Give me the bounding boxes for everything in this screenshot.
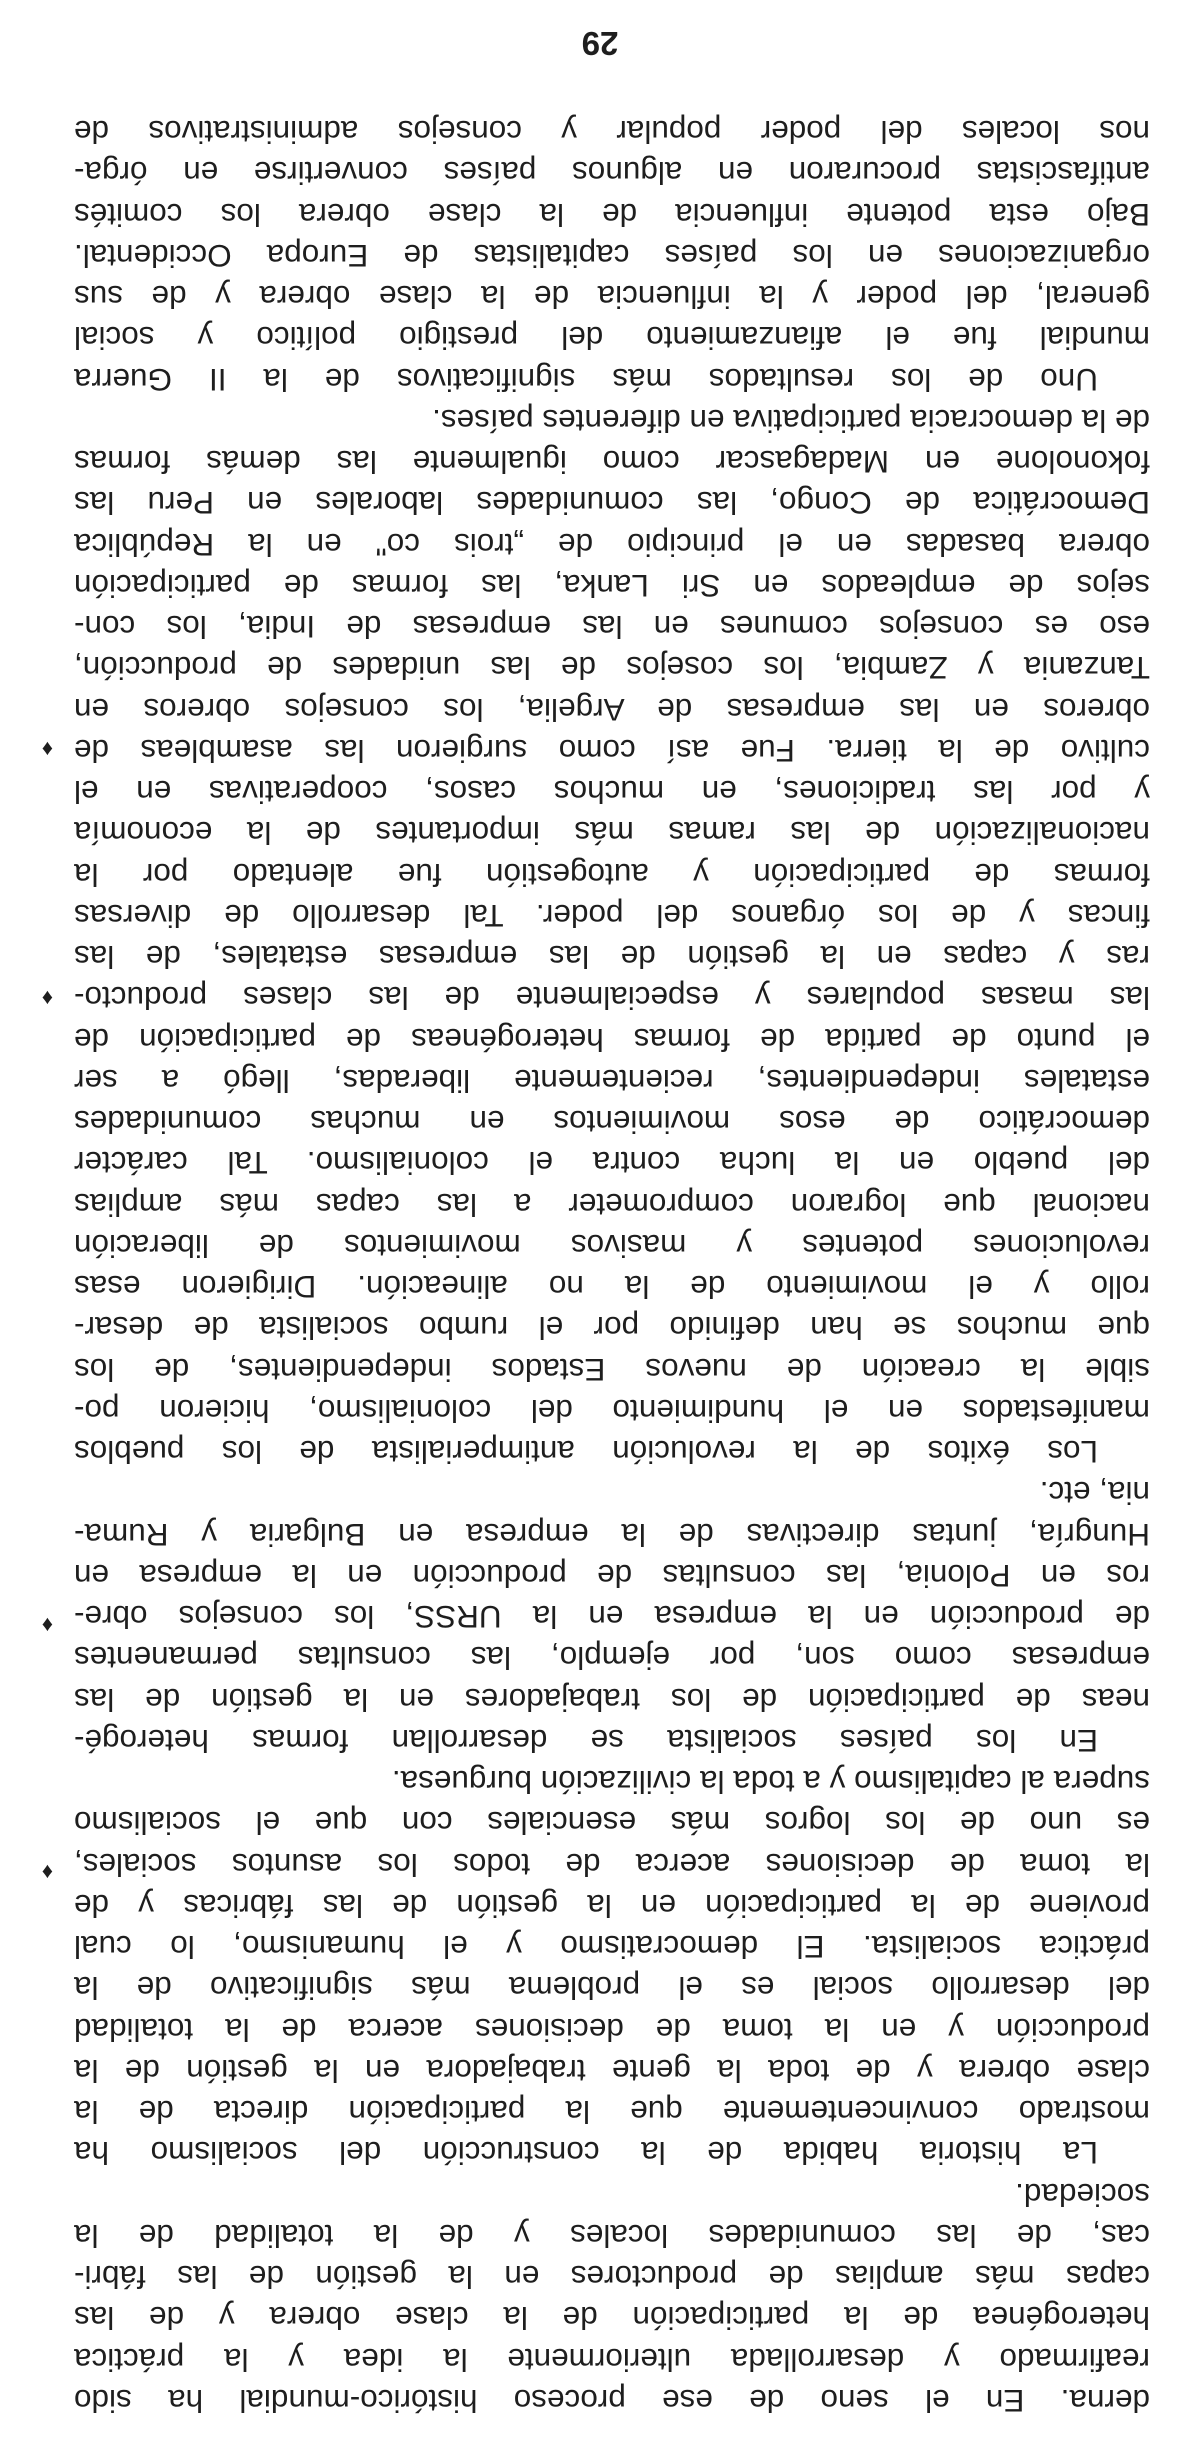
text-line: La historia habida de la construcción del socialismo ha xyxy=(74,2135,1098,2172)
text-line: Democrática de Congo, las comunidades laborales en Peru las xyxy=(74,485,1150,522)
text-line: neas de participación de los trabajadores en la gestión de las xyxy=(74,1681,1150,1718)
text-line: antifascistas procuraron en algunos países convertirse en órga- xyxy=(74,155,1150,192)
text-line: reafirmado y desarrollada ulteriormente la idea y la práctica xyxy=(74,2341,1150,2378)
text-line: eso es consejos comunes en las empresas de India, los con- xyxy=(74,609,1150,646)
text-line: derna. En el seno de ese proceso histórico-mundial ha sido xyxy=(74,2383,1150,2419)
page-number: 29 xyxy=(581,25,619,62)
margin-mark: ♦ xyxy=(41,1613,53,1638)
text-line: el punto de partida de formas heterogéneas de participación de xyxy=(74,1021,1150,1058)
text-line: de la democracia participativa en diferentes países. xyxy=(432,403,1150,439)
text-line: empresas como son, por ejemplo, las consultas permanentes xyxy=(74,1640,1150,1677)
text-line: heterogénea de la participación de la clase obrera y de las xyxy=(74,2300,1150,2337)
text-line: las masas populares y especialmente de las clases producto- xyxy=(74,980,1150,1017)
text-line: ras y capas en la gestión de las empresas estatales, de las xyxy=(74,939,1150,976)
text-line: sociedad. xyxy=(1015,2176,1150,2213)
text-line: capas más amplias de productores en la gestión de las fábri- xyxy=(74,2259,1150,2296)
text-line: Uno de los resultados más significativos de la II Guerra xyxy=(74,361,1098,398)
text-line: general, del poder y la influencia de la clase obrera y de sus xyxy=(74,279,1150,316)
text-line: clase obrera y de toda la gente trabajadora en la gestión de la xyxy=(74,2053,1150,2089)
text-line: mundial fue el afianzamiento del prestigio político y social xyxy=(74,320,1150,357)
text-line: revoluciones potentes y masivos movimientos de liberación xyxy=(74,1228,1150,1264)
text-line: ros en Polonia, las consultas de producción en la empresa en xyxy=(74,1558,1150,1594)
text-line: formas de participación y autogestión fue alentado por la xyxy=(74,856,1150,893)
text-line: del desarrollo social es el problema más significativo de la xyxy=(74,1970,1150,2007)
text-line: fincas y de los órganos del poder. Tal desarrollo de diversas xyxy=(74,898,1150,934)
text-line: cas, de las comunidades locales y de la totalidad de la xyxy=(74,2218,1150,2254)
text-line: que muchos se han definido por el rumbo socialista de desar- xyxy=(74,1310,1150,1347)
margin-mark: ♦ xyxy=(41,1860,53,1885)
text-line: rollo y el movimiento de la no alineación. Dirigieron esas xyxy=(74,1269,1150,1306)
text-line: nia, etc. xyxy=(1039,1475,1150,1512)
text-line: sible la creación de nuevos Estados independientes, de los xyxy=(74,1351,1150,1388)
text-line: la toma de decisiones acerca de todos los asuntos sociales, xyxy=(74,1846,1150,1883)
text-line: democrático de esos movimientos en muchas comunidades xyxy=(74,1104,1150,1141)
text-line: organizaciones en los países capitalistas de Europa Occidental. xyxy=(74,238,1150,274)
text-line: nacional que lograron comprometer a las capas más amplias xyxy=(74,1186,1150,1223)
text-line: nos locales del poder popular y consejos administrativos de xyxy=(74,114,1150,151)
text-line: obreros en las empresas de Argelia, los consejos obreros en xyxy=(74,691,1150,728)
text-line: mostrado convincentemente que la participación directa de la xyxy=(74,2094,1150,2131)
margin-mark: ♦ xyxy=(41,737,53,762)
text-line: En los países socialista se desarrollan formas heterogé- xyxy=(74,1723,1098,1759)
text-line: Hungría, juntas directivas de la empresa en Bulgaria y Ruma- xyxy=(74,1516,1150,1553)
text-line: obrera basadas en el principio de „trois co" en la República xyxy=(74,526,1150,563)
text-line: sejos de empleados en Sri Lanka, las formas de participación xyxy=(74,568,1150,604)
text-line: nacionalización de las ramas más importantes de la economía xyxy=(74,815,1150,852)
text-line: supera al capitalismo y a toda la civilización burguesa. xyxy=(391,1764,1150,1801)
text-line: manifestados en el hundimiento del colonialismo, hicieron po- xyxy=(74,1393,1150,1429)
text-line: del pueblo en la lucha contra el colonialismo. Tal carácter xyxy=(74,1145,1150,1182)
text-line: estatales independientes, recientemente liberadas, llegó a ser xyxy=(74,1063,1150,1099)
text-line: Los éxitos de la revolución antimperialista de los pueblos xyxy=(74,1434,1098,1471)
text-line: práctica socialista. El democratismo y el humanismo, lo cual xyxy=(74,1929,1150,1966)
text-line: fokonolone en Madagascar como igualmente las demás formas xyxy=(74,444,1150,481)
margin-mark: ♦ xyxy=(41,986,53,1011)
text-line: Bajo esta potente influencia de la clase obrera los comités xyxy=(74,196,1150,233)
text-line: cultivo de la tierra. Fue así como surgieron las asambleas de xyxy=(74,733,1150,769)
body-text xyxy=(74,111,1150,2421)
text-line: y por las tradiciones, en muchos casos, cooperativas en el xyxy=(74,774,1150,811)
text-line: es uno de los logros más esenciales con que el socialismo xyxy=(74,1805,1150,1842)
text-line: producción y en la toma de decisiones acerca de la totalidad xyxy=(74,2011,1150,2048)
text-line: proviene de la participación en la gestión de las fábricas y de xyxy=(74,1888,1150,1924)
text-line: de producción en la empresa en la URSS, los consejos obre- xyxy=(74,1599,1150,1636)
text-line: Tanzania y Zambia, los cosejos de las unidades de producción, xyxy=(74,650,1150,687)
